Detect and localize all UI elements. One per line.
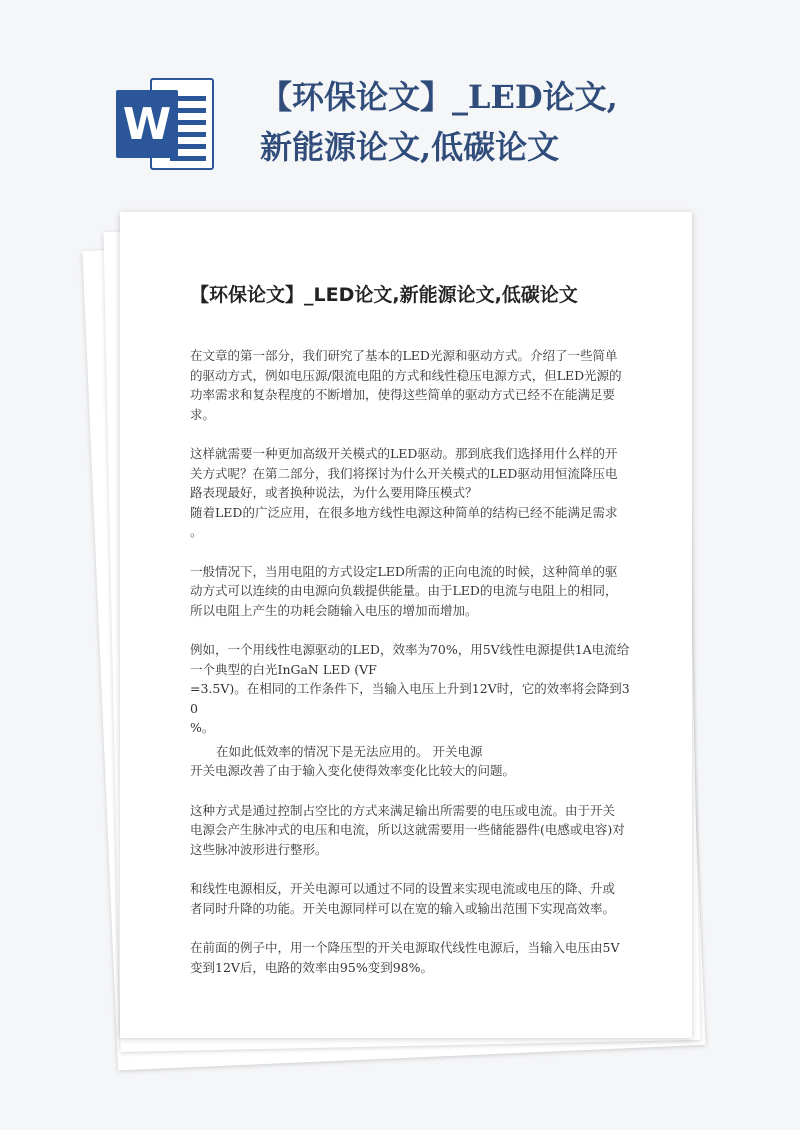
paragraph-2: 这样就需要一种更加高级开关模式的LED驱动。那到底我们选择用什么样的开 关方式呢？在第二部分，我们将探讨为什么开关模式的LED驱动用恒流降压电 路表现最好，或者换种说法，为什么要用降压模式？ 随着LED的广泛应用，在很多地方线性电源这种简单的结构已经不能满足需求 。: [190, 446, 618, 539]
paragraph-1: 在文章的第一部分，我们研究了基本的LED光源和驱动方式。介绍了一些简单 的驱动方式，例如电压源/限流电阻的方式和线性稳压电源方式，但LED光源的 功率需求和复杂程度的不断增加，使得这些简单的驱动方式已经不在能满足要 求。: [190, 348, 622, 422]
header-title: [260, 72, 780, 172]
document-page: [120, 212, 692, 1038]
header-title-line-1: 【环保论文】_LED论文,: [260, 78, 618, 116]
document-body: [190, 346, 630, 977]
word-w-icon: W: [116, 90, 178, 158]
paragraph-9: 在前面的例子中，用一个降压型的开关电源取代线性电源后，当输入电压由5V 变到12V后，电路的效率由95%变到98%。: [190, 940, 620, 975]
word-document-icon: [112, 72, 216, 176]
paragraph-3: 一般情况下，当用电阻的方式设定LED所需的正向电流的时候，这种简单的驱 动方式可以连续的由电源向负载提供能量。由于LED的电流与电阻上的相同， 所以电阻上产生的功耗会随输入电压的增加而增加。: [190, 563, 618, 618]
paragraph-5: 在如此低效率的情况下是无法应用的。 开关电源: [216, 743, 483, 759]
paragraph-4: 例如，一个用线性电源驱动的LED，效率为70%，用5V线性电源提供1A电流给 一个典型的白光InGaN LED (VF =3.5V)。在相同的工作条件下，当输入电压上升到12V时，它的效率将会降到30 %。: [190, 642, 630, 735]
paragraph-8: 和线性电源相反，开关电源可以通过不同的设置来实现电流或电压的降、升或 者同时升降的功能。开关电源同样可以在宽的输入或输出范围下实现高效率。: [190, 881, 616, 916]
document-title: 【环保论文】_LED论文,新能源论文,低碳论文: [190, 284, 578, 306]
header-title-line-2: 新能源论文,低碳论文: [260, 128, 560, 166]
header: [0, 0, 800, 200]
paragraph-6: 开关电源改善了由于输入变化使得效率变化比较大的问题。: [190, 763, 516, 778]
paragraph-7: 这种方式是通过控制占空比的方式来满足输出所需要的电压或电流。由于开关 电源会产生脉冲式的电压和电流，所以这就需要用一些储能器件(电感或电容)对 这些脉冲波形进行整形。: [190, 802, 625, 857]
